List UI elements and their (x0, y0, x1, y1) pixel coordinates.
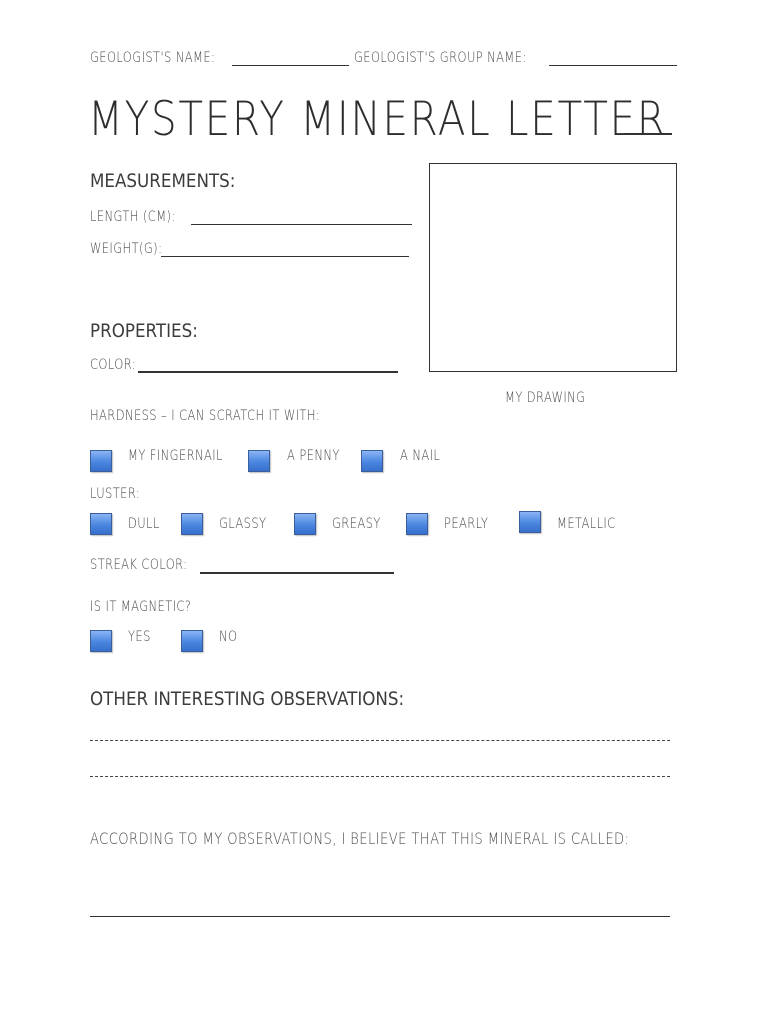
option-nail-label: A NAIL (400, 448, 441, 464)
checkbox-glassy[interactable] (181, 513, 203, 535)
checkbox-penny[interactable] (248, 450, 270, 472)
option-metallic-label: METALLIC (557, 516, 616, 532)
drawing-box[interactable] (429, 163, 677, 372)
checkbox-fingernail[interactable] (90, 450, 112, 472)
luster-label: LUSTER: (90, 486, 141, 502)
option-greasy-label: GREASY (332, 516, 381, 532)
weight-field[interactable] (161, 256, 409, 257)
mineral-letter-field[interactable] (624, 133, 672, 135)
drawing-caption: MY DRAWING (505, 390, 586, 406)
mineral-name-field[interactable] (90, 916, 670, 917)
color-label: COLOR: (90, 357, 137, 373)
option-glassy-label: GLASSY (219, 516, 267, 532)
geologist-name-field[interactable] (232, 65, 349, 66)
magnetic-label: IS IT MAGNETIC? (90, 599, 192, 615)
streak-label: STREAK COLOR: (90, 557, 188, 573)
option-pearly-label: PEARLY (444, 516, 489, 532)
observations-line-1[interactable] (90, 740, 670, 741)
color-field[interactable] (138, 371, 398, 373)
length-field[interactable] (191, 224, 412, 225)
group-name-label: GEOLOGIST'S GROUP NAME: (354, 50, 527, 66)
option-dull-label: DULL (128, 516, 160, 532)
measurements-heading: MEASUREMENTS: (90, 170, 236, 192)
observations-line-2[interactable] (90, 776, 670, 777)
checkbox-pearly[interactable] (406, 513, 428, 535)
option-fingernail-label: MY FINGERNAIL (128, 448, 223, 464)
group-name-field[interactable] (549, 65, 677, 66)
page-title: MYSTERY MINERAL LETTER (88, 92, 667, 147)
properties-heading: PROPERTIES: (90, 320, 198, 342)
length-label: LENGTH (CM): (90, 209, 176, 225)
observations-heading: OTHER INTERESTING OBSERVATIONS: (90, 688, 405, 710)
geologist-name-label: GEOLOGIST'S NAME: (90, 50, 216, 66)
checkbox-no[interactable] (181, 630, 203, 652)
weight-label: WEIGHT(G): (90, 241, 163, 257)
checkbox-yes[interactable] (90, 630, 112, 652)
hardness-label: HARDNESS – I CAN SCRATCH IT WITH: (90, 408, 321, 424)
option-no-label: NO (219, 629, 238, 645)
conclusion-text: ACCORDING TO MY OBSERVATIONS, I BELIEVE THAT THIS MINERAL IS CALLED: (90, 829, 630, 848)
checkbox-greasy[interactable] (294, 513, 316, 535)
checkbox-metallic[interactable] (519, 511, 541, 533)
option-penny-label: A PENNY (287, 448, 340, 464)
checkbox-dull[interactable] (90, 513, 112, 535)
streak-field[interactable] (200, 572, 394, 574)
checkbox-nail[interactable] (361, 450, 383, 472)
option-yes-label: YES (128, 629, 151, 645)
